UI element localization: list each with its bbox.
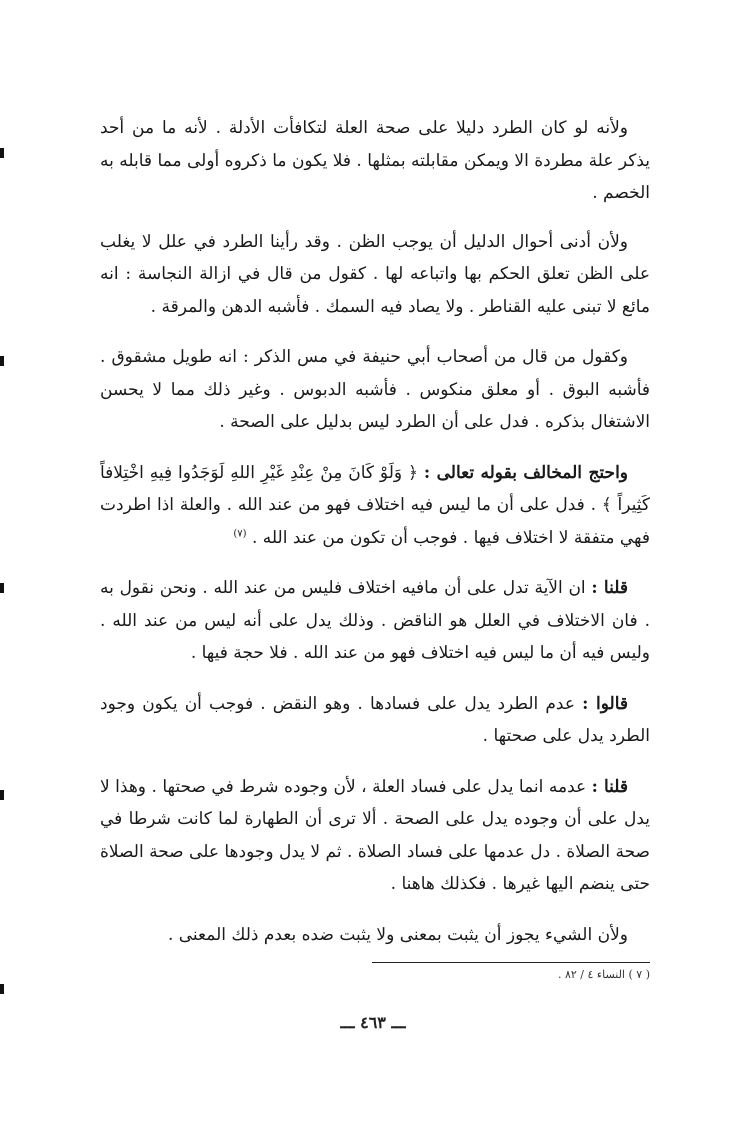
paragraph-5-text: ان الآية تدل على أن مافيه اختلاف فليس من عند الله . ونحن نقول به . فان الاختلاف في العلل هو الناقض . وذلك يدل على أنه ليس من عند الله . وليس فيه أن ما ليس فيه اختلاف فهو من عند الله . فلا حجة فيها .: [100, 578, 650, 663]
paragraph-6: [100, 688, 650, 753]
paragraph-4: [100, 457, 650, 555]
footnote-divider: [372, 962, 650, 963]
paragraph-6-lead: قالوا :: [582, 693, 628, 714]
paragraph-3: [100, 341, 650, 439]
page-number: ـــ ٤٦٣ ـــ: [340, 1013, 406, 1032]
paragraph-1: [100, 112, 650, 210]
scan-edge-mark: [0, 583, 4, 593]
scan-edge-mark: [0, 790, 4, 800]
paragraph-7: [100, 771, 650, 901]
paragraph-5-lead: قلنا :: [591, 578, 628, 598]
scan-edge-mark: [0, 356, 4, 366]
paragraph-6-text: عدم الطرد يدل على فسادها . وهو النقض . فوجب أن يكون وجود الطرد يدل على صحتها .: [100, 693, 650, 746]
paragraph-5: [100, 572, 650, 670]
paragraph-1-text: ولأنه لو كان الطرد دليلا على صحة العلة لتكافأت الأدلة . لأنه ما من أحد يذكر علة مطردة الا ويمكن مقابلته بمثلها . فلا يكون ما ذكروه أولى مما قابله به الخصم .: [100, 118, 650, 203]
paragraph-8-text: ولأن الشيء يجوز أن يثبت بمعنى ولا يثبت ضده بعدم ذلك المعنى .: [167, 924, 628, 945]
page-body: [100, 112, 650, 969]
footnote: ( ٧ ) النساء ٤ / ٨٢ .: [557, 968, 650, 981]
paragraph-8: [100, 919, 650, 952]
paragraph-4-lead: واحتج المخالف بقوله تعالى :: [423, 462, 628, 483]
scan-edge-mark: [0, 984, 4, 994]
paragraph-2: [100, 226, 650, 324]
paragraph-4-text: ﴿ وَلَوْ كَانَ مِنْ عِنْدِ غَيْرِ اللهِ لَوَجَدُوا فِيهِ اخْتِلافاً كَثِيراً ﴾ . فدل على أن ما ليس فيه اختلاف فهو من عند الله . والعلة اذا اطردت فهي متفقة لا اختلاف فيها . فوجب أن تكون من عند الله .: [100, 462, 650, 548]
scan-edge-mark: [0, 148, 4, 158]
paragraph-7-lead: قلنا :: [591, 776, 629, 797]
footnote-reference: (٧): [233, 527, 247, 539]
paragraph-7-text: عدمه انما يدل على فساد العلة ، لأن وجوده شرط في صحتها . وهذا لا يدل على أن وجوده يدل على الصحة . ألا ترى أن الطهارة لما كانت شرطا في صحة الصلاة . دل عدمها على فساد الصلاة . ثم لا يدل وجودها على صحة الصلاة حتى ينضم اليها غيرها . فكذلك هاهنا .: [100, 776, 650, 894]
paragraph-2-text: ولأن أدنى أحوال الدليل أن يوجب الظن . وقد رأينا الطرد في علل لا يغلب على الظن تعلق الحكم بها واتباعه لها . كقول من قال في ازالة النجاسة : انه مائع لا تبنى عليه القناطر . ولا يصاد فيه السمك . فأشبه الدهن والمرقة .: [100, 231, 650, 317]
paragraph-3-text: وكقول من قال من أصحاب أبي حنيفة في مس الذكر : انه طويل مشقوق . فأشبه البوق . أو معلق منكوس . فأشبه الدبوس . وغير ذلك مما لا يحسن الاشتغال بذكره . فدل على أن الطرد ليس بدليل على الصحة .: [100, 347, 650, 432]
